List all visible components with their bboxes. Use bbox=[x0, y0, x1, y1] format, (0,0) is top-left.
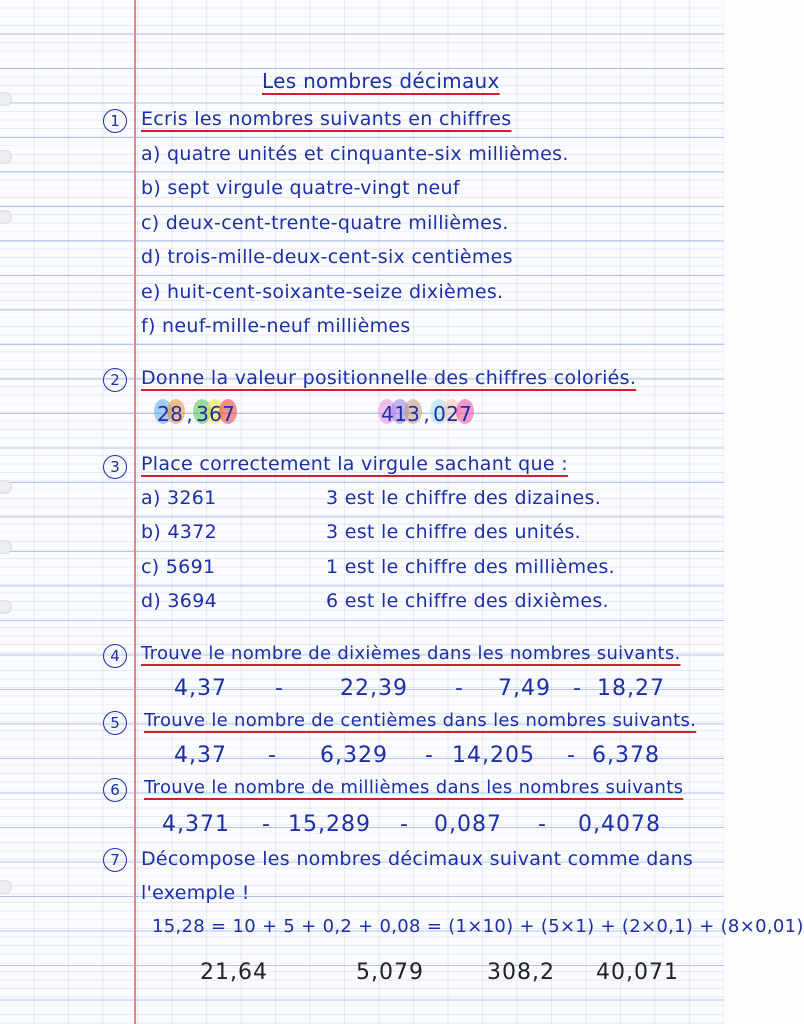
punch-hole bbox=[0, 540, 12, 554]
exercise-6-value: 0,087 bbox=[434, 812, 502, 837]
exercise-2-instruction: Donne la valeur positionnelle des chiffres coloriés. bbox=[141, 367, 637, 389]
exercise-5-separator: - bbox=[567, 743, 576, 768]
colored-digit bbox=[381, 402, 394, 426]
exercise-3-number: 3 bbox=[103, 455, 127, 479]
exercise-5-value: 6,329 bbox=[320, 743, 388, 768]
digit-char: , bbox=[423, 402, 430, 426]
exercise-4-separator: - bbox=[275, 676, 284, 701]
exercise-7-example: 15,28 = 10 + 5 + 0,2 + 0,08 = (1×10) + (5×1) + (2×0,1) + (8×0,01) bbox=[152, 916, 804, 937]
colored-digit bbox=[222, 402, 235, 426]
exercise-4-value: 22,39 bbox=[340, 676, 408, 701]
exercise-4-value: 7,49 bbox=[498, 676, 551, 701]
digit-char: 3 bbox=[196, 402, 209, 426]
colored-digit bbox=[446, 402, 459, 426]
exercise-3-instruction: Place correctement la virgule sachant que : bbox=[141, 453, 568, 475]
exercise-1-item: b) sept virgule quatre-vingt neuf bbox=[141, 177, 460, 199]
exercise-4-value: 18,27 bbox=[597, 676, 665, 701]
exercise-1-item: a) quatre unités et cinquante-six millièmes. bbox=[141, 143, 569, 165]
digit-char: , bbox=[186, 402, 193, 426]
exercise-6-separator: - bbox=[538, 812, 547, 837]
exercise-6-value: 0,4078 bbox=[578, 812, 661, 837]
digit-char: 3 bbox=[407, 402, 420, 426]
exercise-3-clue: 3 est le chiffre des unités. bbox=[326, 521, 582, 543]
exercise-5-value: 14,205 bbox=[452, 743, 535, 768]
colored-digit bbox=[196, 402, 209, 426]
colored-digit bbox=[407, 402, 420, 426]
exercise-5-value: 6,378 bbox=[592, 743, 660, 768]
exercise-3-clue: 3 est le chiffre des dizaines. bbox=[326, 487, 602, 509]
exercise-4-instruction: Trouve le nombre de dixièmes dans les nombres suivants. bbox=[141, 643, 681, 664]
exercise-3-clue: 1 est le chiffre des millièmes. bbox=[326, 556, 615, 578]
exercise-6-number: 6 bbox=[103, 778, 127, 802]
exercise-1-number: 1 bbox=[103, 109, 127, 133]
exercise-1-instruction: Ecris les nombres suivants en chiffres bbox=[141, 108, 512, 130]
exercise-3-clue: 6 est le chiffre des dixièmes. bbox=[326, 590, 609, 612]
punch-hole bbox=[0, 600, 12, 614]
exercise-4-separator: - bbox=[573, 676, 582, 701]
colored-number-1 bbox=[157, 402, 235, 426]
colored-digit bbox=[170, 402, 183, 426]
exercise-5-separator: - bbox=[268, 743, 277, 768]
punch-hole bbox=[0, 480, 12, 494]
exercise-6-instruction: Trouve le nombre de millièmes dans les nombres suivants bbox=[144, 777, 684, 798]
punch-hole bbox=[0, 880, 12, 894]
exercise-1-item: c) deux-cent-trente-quatre millièmes. bbox=[141, 212, 509, 234]
digit-char: 1 bbox=[394, 402, 407, 426]
colored-digit bbox=[459, 402, 472, 426]
exercise-5-value: 4,37 bbox=[174, 743, 227, 768]
exercise-3-number-item: b) 4372 bbox=[141, 521, 217, 543]
exercise-4-number: 4 bbox=[103, 644, 127, 668]
exercise-6-value: 4,371 bbox=[162, 812, 230, 837]
colored-digit bbox=[157, 402, 170, 426]
exercise-5-number: 5 bbox=[103, 711, 127, 735]
colored-digit bbox=[433, 402, 446, 426]
exercise-5-separator: - bbox=[425, 743, 434, 768]
exercise-1-item: f) neuf-mille-neuf millièmes bbox=[141, 315, 411, 337]
digit-char: 0 bbox=[433, 402, 446, 426]
exercise-2-number: 2 bbox=[103, 368, 127, 392]
exercise-7-number-item: 308,2 bbox=[487, 960, 555, 985]
punch-hole bbox=[0, 210, 12, 224]
digit-char: 6 bbox=[209, 402, 222, 426]
digit-char: 4 bbox=[381, 402, 394, 426]
digit-char: 7 bbox=[222, 402, 235, 426]
punch-hole bbox=[0, 150, 12, 164]
colored-number-2 bbox=[381, 402, 472, 426]
digit-char: 7 bbox=[459, 402, 472, 426]
exercise-6-separator: - bbox=[262, 812, 271, 837]
exercise-1-item: e) huit-cent-soixante-seize dixièmes. bbox=[141, 281, 504, 303]
page-title: Les nombres décimaux bbox=[262, 69, 500, 93]
exercise-5-instruction: Trouve le nombre de centièmes dans les nombres suivants. bbox=[144, 710, 697, 731]
exercise-6-value: 15,289 bbox=[288, 812, 371, 837]
exercise-3-number-item: c) 5691 bbox=[141, 556, 216, 578]
margin-line bbox=[134, 0, 136, 1024]
exercise-7-instruction-line1: Décompose les nombres décimaux suivant comme dans bbox=[141, 848, 694, 870]
exercise-7-number-item: 5,079 bbox=[356, 960, 424, 985]
colored-digit bbox=[394, 402, 407, 426]
exercise-3-number-item: a) 3261 bbox=[141, 487, 217, 509]
exercise-3-number-item: d) 3694 bbox=[141, 590, 217, 612]
punch-hole bbox=[0, 92, 12, 106]
exercise-7-number-item: 40,071 bbox=[596, 960, 679, 985]
exercise-4-separator: - bbox=[455, 676, 464, 701]
exercise-6-separator: - bbox=[400, 812, 409, 837]
exercise-7-instruction-line2: l'exemple ! bbox=[141, 882, 250, 904]
exercise-1-item: d) trois-mille-deux-cent-six centièmes bbox=[141, 246, 513, 268]
colored-digit bbox=[209, 402, 222, 426]
exercise-4-value: 4,37 bbox=[174, 676, 227, 701]
digit-char: 2 bbox=[157, 402, 170, 426]
exercise-7-number: 7 bbox=[103, 848, 127, 872]
digit-char: 2 bbox=[446, 402, 459, 426]
digit-char: 8 bbox=[170, 402, 183, 426]
exercise-7-number-item: 21,64 bbox=[200, 960, 268, 985]
